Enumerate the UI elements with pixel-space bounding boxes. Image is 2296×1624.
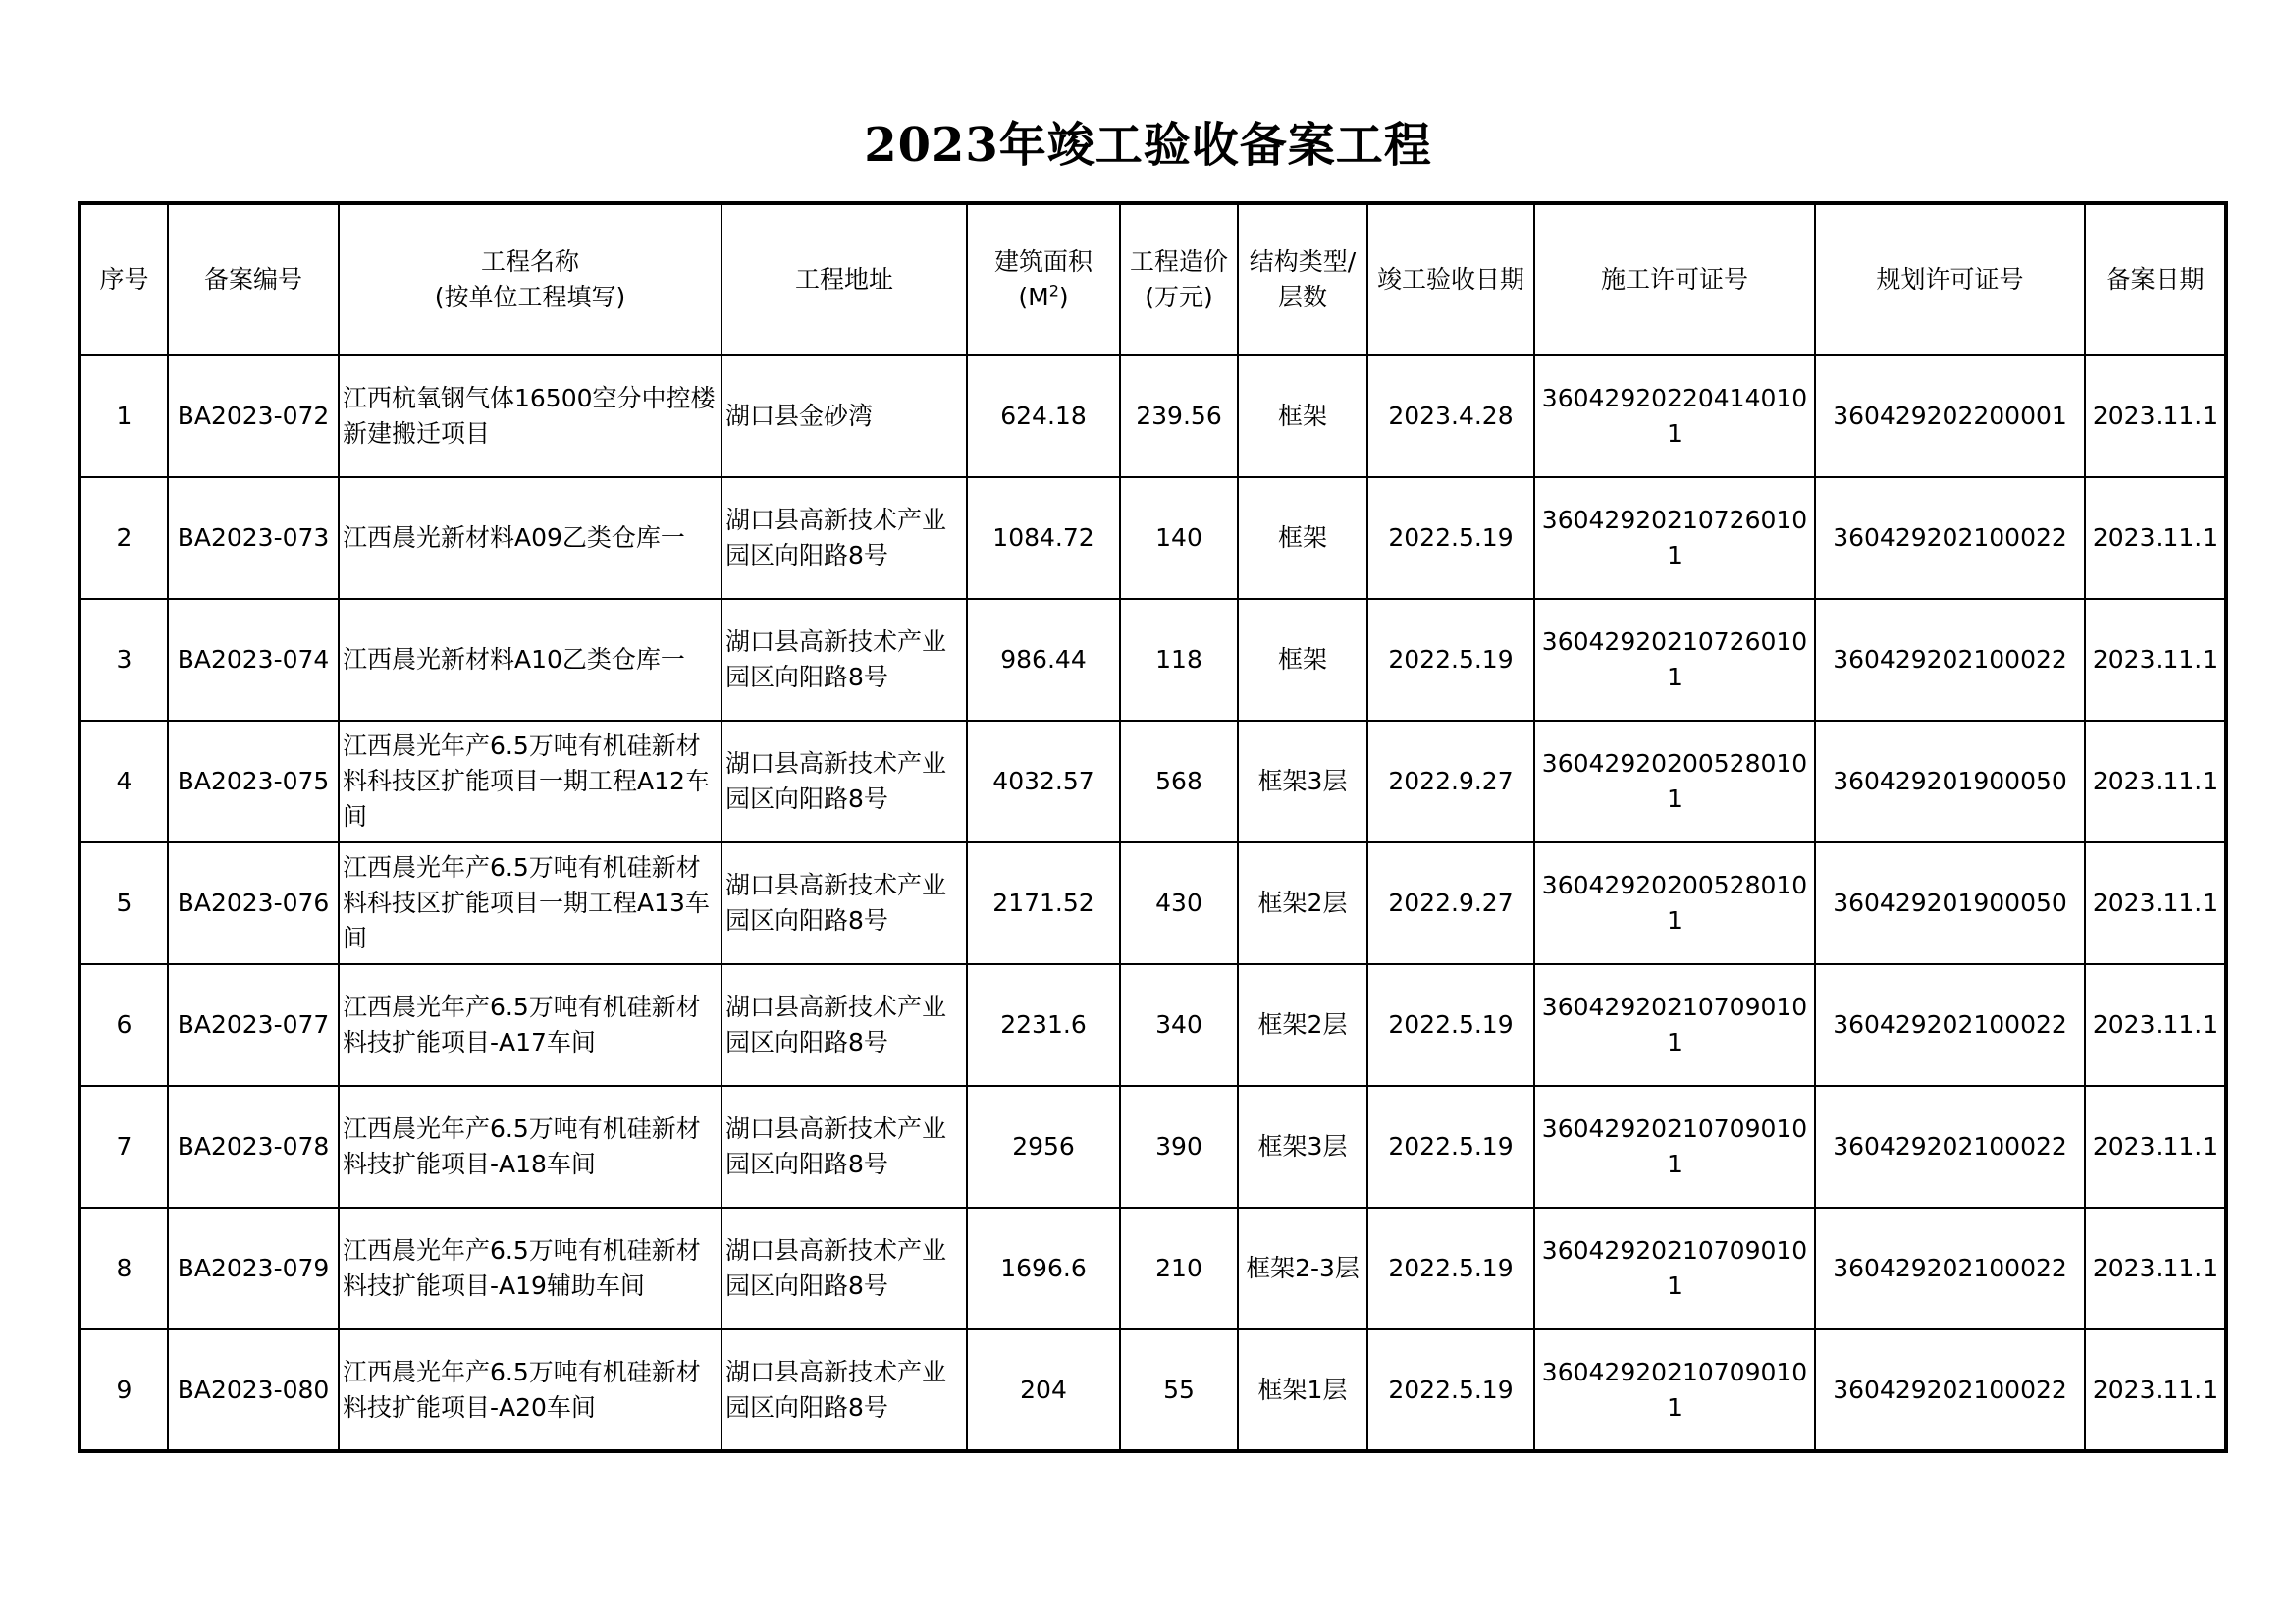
cell-construction-permit: 360429202107090101 bbox=[1534, 1086, 1815, 1208]
cell-seq: 9 bbox=[80, 1329, 168, 1451]
cell-seq: 3 bbox=[80, 599, 168, 721]
cell-planning-permit: 360429202100022 bbox=[1815, 599, 2085, 721]
cell-area: 2171.52 bbox=[967, 842, 1120, 964]
cell-cost: 210 bbox=[1120, 1208, 1238, 1329]
table-header bbox=[80, 203, 2226, 355]
cell-project-name: 江西杭氧钢气体16500空分中控楼新建搬迁项目 bbox=[339, 355, 721, 477]
cell-planning-permit: 360429201900050 bbox=[1815, 721, 2085, 842]
header-row bbox=[80, 203, 2226, 355]
cell-address: 湖口县高新技术产业园区向阳路8号 bbox=[721, 599, 967, 721]
cell-seq: 4 bbox=[80, 721, 168, 842]
table-row bbox=[80, 721, 2226, 842]
cell-cost: 340 bbox=[1120, 964, 1238, 1086]
cell-planning-permit: 360429202200001 bbox=[1815, 355, 2085, 477]
cell-address: 湖口县金砂湾 bbox=[721, 355, 967, 477]
cell-structure: 框架 bbox=[1238, 355, 1367, 477]
cell-construction-permit: 360429202107260101 bbox=[1534, 599, 1815, 721]
cell-structure: 框架3层 bbox=[1238, 1086, 1367, 1208]
cell-record-no: BA2023-080 bbox=[168, 1329, 339, 1451]
cell-project-name: 江西晨光年产6.5万吨有机硅新材料科技区扩能项目一期工程A13车间 bbox=[339, 842, 721, 964]
header-cost-unit: (万元) bbox=[1145, 283, 1213, 311]
cell-record-date: 2023.11.1 bbox=[2085, 1329, 2226, 1451]
cell-construction-permit: 360429202005280101 bbox=[1534, 842, 1815, 964]
header-area-title: 建筑面积 bbox=[993, 247, 1093, 276]
header-cost bbox=[1120, 203, 1238, 355]
cell-record-no: BA2023-074 bbox=[168, 599, 339, 721]
cell-structure: 框架 bbox=[1238, 477, 1367, 599]
header-structure-title: 结构类型/ bbox=[1249, 247, 1357, 276]
cell-record-date: 2023.11.1 bbox=[2085, 477, 2226, 599]
cell-project-name: 江西晨光新材料A09乙类仓库一 bbox=[339, 477, 721, 599]
cell-planning-permit: 360429202100022 bbox=[1815, 1086, 2085, 1208]
cell-planning-permit: 360429202100022 bbox=[1815, 1329, 2085, 1451]
cell-area: 1696.6 bbox=[967, 1208, 1120, 1329]
cell-area: 204 bbox=[967, 1329, 1120, 1451]
cell-record-date: 2023.11.1 bbox=[2085, 1086, 2226, 1208]
cell-address: 湖口县高新技术产业园区向阳路8号 bbox=[721, 964, 967, 1086]
header-seq: 序号 bbox=[80, 203, 168, 355]
cell-seq: 5 bbox=[80, 842, 168, 964]
header-record-no: 备案编号 bbox=[168, 203, 339, 355]
cell-address: 湖口县高新技术产业园区向阳路8号 bbox=[721, 1329, 967, 1451]
cell-record-date: 2023.11.1 bbox=[2085, 964, 2226, 1086]
cell-cost: 390 bbox=[1120, 1086, 1238, 1208]
cell-structure: 框架 bbox=[1238, 599, 1367, 721]
cell-seq: 8 bbox=[80, 1208, 168, 1329]
header-address: 工程地址 bbox=[721, 203, 967, 355]
header-construction-permit: 施工许可证号 bbox=[1534, 203, 1815, 355]
cell-cost: 239.56 bbox=[1120, 355, 1238, 477]
header-cost-title: 工程造价 bbox=[1129, 247, 1228, 276]
cell-cost: 430 bbox=[1120, 842, 1238, 964]
cell-record-date: 2023.11.1 bbox=[2085, 599, 2226, 721]
cell-structure: 框架1层 bbox=[1238, 1329, 1367, 1451]
cell-completion-date: 2022.9.27 bbox=[1367, 721, 1534, 842]
cell-record-no: BA2023-079 bbox=[168, 1208, 339, 1329]
cell-structure: 框架3层 bbox=[1238, 721, 1367, 842]
table-body bbox=[80, 355, 2226, 1451]
table-row bbox=[80, 1208, 2226, 1329]
cell-address: 湖口县高新技术产业园区向阳路8号 bbox=[721, 1208, 967, 1329]
cell-completion-date: 2022.5.19 bbox=[1367, 1329, 1534, 1451]
cell-construction-permit: 360429202005280101 bbox=[1534, 721, 1815, 842]
cell-seq: 6 bbox=[80, 964, 168, 1086]
cell-area: 2956 bbox=[967, 1086, 1120, 1208]
cell-structure: 框架2层 bbox=[1238, 842, 1367, 964]
cell-project-name: 江西晨光年产6.5万吨有机硅新材料技扩能项目-A18车间 bbox=[339, 1086, 721, 1208]
cell-record-date: 2023.11.1 bbox=[2085, 355, 2226, 477]
cell-completion-date: 2022.5.19 bbox=[1367, 477, 1534, 599]
cell-completion-date: 2023.4.28 bbox=[1367, 355, 1534, 477]
cell-area: 624.18 bbox=[967, 355, 1120, 477]
cell-area: 986.44 bbox=[967, 599, 1120, 721]
cell-cost: 140 bbox=[1120, 477, 1238, 599]
header-area bbox=[967, 203, 1120, 355]
header-record-date: 备案日期 bbox=[2085, 203, 2226, 355]
cell-construction-permit: 360429202107260101 bbox=[1534, 477, 1815, 599]
table-row bbox=[80, 355, 2226, 477]
table-row bbox=[80, 477, 2226, 599]
table-row bbox=[80, 1329, 2226, 1451]
cell-structure: 框架2层 bbox=[1238, 964, 1367, 1086]
cell-cost: 568 bbox=[1120, 721, 1238, 842]
cell-project-name: 江西晨光年产6.5万吨有机硅新材料技扩能项目-A20车间 bbox=[339, 1329, 721, 1451]
cell-planning-permit: 360429202100022 bbox=[1815, 1208, 2085, 1329]
cell-seq: 2 bbox=[80, 477, 168, 599]
header-structure-floors: 层数 bbox=[1277, 283, 1327, 311]
cell-construction-permit: 360429202107090101 bbox=[1534, 964, 1815, 1086]
cell-area: 1084.72 bbox=[967, 477, 1120, 599]
cell-structure: 框架2-3层 bbox=[1238, 1208, 1367, 1329]
header-area-unit-close: ) bbox=[1058, 283, 1069, 311]
header-project-name-title: 工程名称 bbox=[480, 247, 579, 276]
header-area-unit-base: (M bbox=[1018, 283, 1049, 311]
cell-record-no: BA2023-075 bbox=[168, 721, 339, 842]
cell-cost: 118 bbox=[1120, 599, 1238, 721]
cell-address: 湖口县高新技术产业园区向阳路8号 bbox=[721, 721, 967, 842]
header-area-unit bbox=[974, 280, 1113, 315]
cell-address: 湖口县高新技术产业园区向阳路8号 bbox=[721, 1086, 967, 1208]
cell-seq: 1 bbox=[80, 355, 168, 477]
cell-planning-permit: 360429202100022 bbox=[1815, 477, 2085, 599]
cell-record-no: BA2023-078 bbox=[168, 1086, 339, 1208]
cell-cost: 55 bbox=[1120, 1329, 1238, 1451]
cell-address: 湖口县高新技术产业园区向阳路8号 bbox=[721, 842, 967, 964]
header-completion-date: 竣工验收日期 bbox=[1367, 203, 1534, 355]
cell-record-no: BA2023-076 bbox=[168, 842, 339, 964]
page-title: 2023年竣工验收备案工程 bbox=[864, 118, 1432, 173]
cell-area: 2231.6 bbox=[967, 964, 1120, 1086]
cell-record-date: 2023.11.1 bbox=[2085, 1208, 2226, 1329]
cell-record-no: BA2023-072 bbox=[168, 355, 339, 477]
records-table bbox=[78, 201, 2228, 1453]
cell-planning-permit: 360429201900050 bbox=[1815, 842, 2085, 964]
cell-project-name: 江西晨光年产6.5万吨有机硅新材料科技区扩能项目一期工程A12车间 bbox=[339, 721, 721, 842]
cell-completion-date: 2022.5.19 bbox=[1367, 964, 1534, 1086]
header-area-unit-exponent: 2 bbox=[1048, 281, 1059, 300]
cell-area: 4032.57 bbox=[967, 721, 1120, 842]
cell-project-name: 江西晨光新材料A10乙类仓库一 bbox=[339, 599, 721, 721]
cell-planning-permit: 360429202100022 bbox=[1815, 964, 2085, 1086]
cell-project-name: 江西晨光年产6.5万吨有机硅新材料技扩能项目-A17车间 bbox=[339, 964, 721, 1086]
cell-record-no: BA2023-073 bbox=[168, 477, 339, 599]
header-planning-permit: 规划许可证号 bbox=[1815, 203, 2085, 355]
table-row bbox=[80, 964, 2226, 1086]
cell-construction-permit: 360429202204140101 bbox=[1534, 355, 1815, 477]
cell-completion-date: 2022.5.19 bbox=[1367, 1086, 1534, 1208]
header-project-name-note: (按单位工程填写) bbox=[434, 283, 626, 311]
cell-completion-date: 2022.9.27 bbox=[1367, 842, 1534, 964]
table-row bbox=[80, 599, 2226, 721]
cell-completion-date: 2022.5.19 bbox=[1367, 1208, 1534, 1329]
cell-construction-permit: 360429202107090101 bbox=[1534, 1329, 1815, 1451]
cell-construction-permit: 360429202107090101 bbox=[1534, 1208, 1815, 1329]
cell-completion-date: 2022.5.19 bbox=[1367, 599, 1534, 721]
cell-address: 湖口县高新技术产业园区向阳路8号 bbox=[721, 477, 967, 599]
table-row bbox=[80, 842, 2226, 964]
cell-record-no: BA2023-077 bbox=[168, 964, 339, 1086]
header-project-name bbox=[339, 203, 721, 355]
header-structure bbox=[1238, 203, 1367, 355]
cell-project-name: 江西晨光年产6.5万吨有机硅新材料技扩能项目-A19辅助车间 bbox=[339, 1208, 721, 1329]
cell-record-date: 2023.11.1 bbox=[2085, 721, 2226, 842]
cell-record-date: 2023.11.1 bbox=[2085, 842, 2226, 964]
table-row bbox=[80, 1086, 2226, 1208]
cell-seq: 7 bbox=[80, 1086, 168, 1208]
